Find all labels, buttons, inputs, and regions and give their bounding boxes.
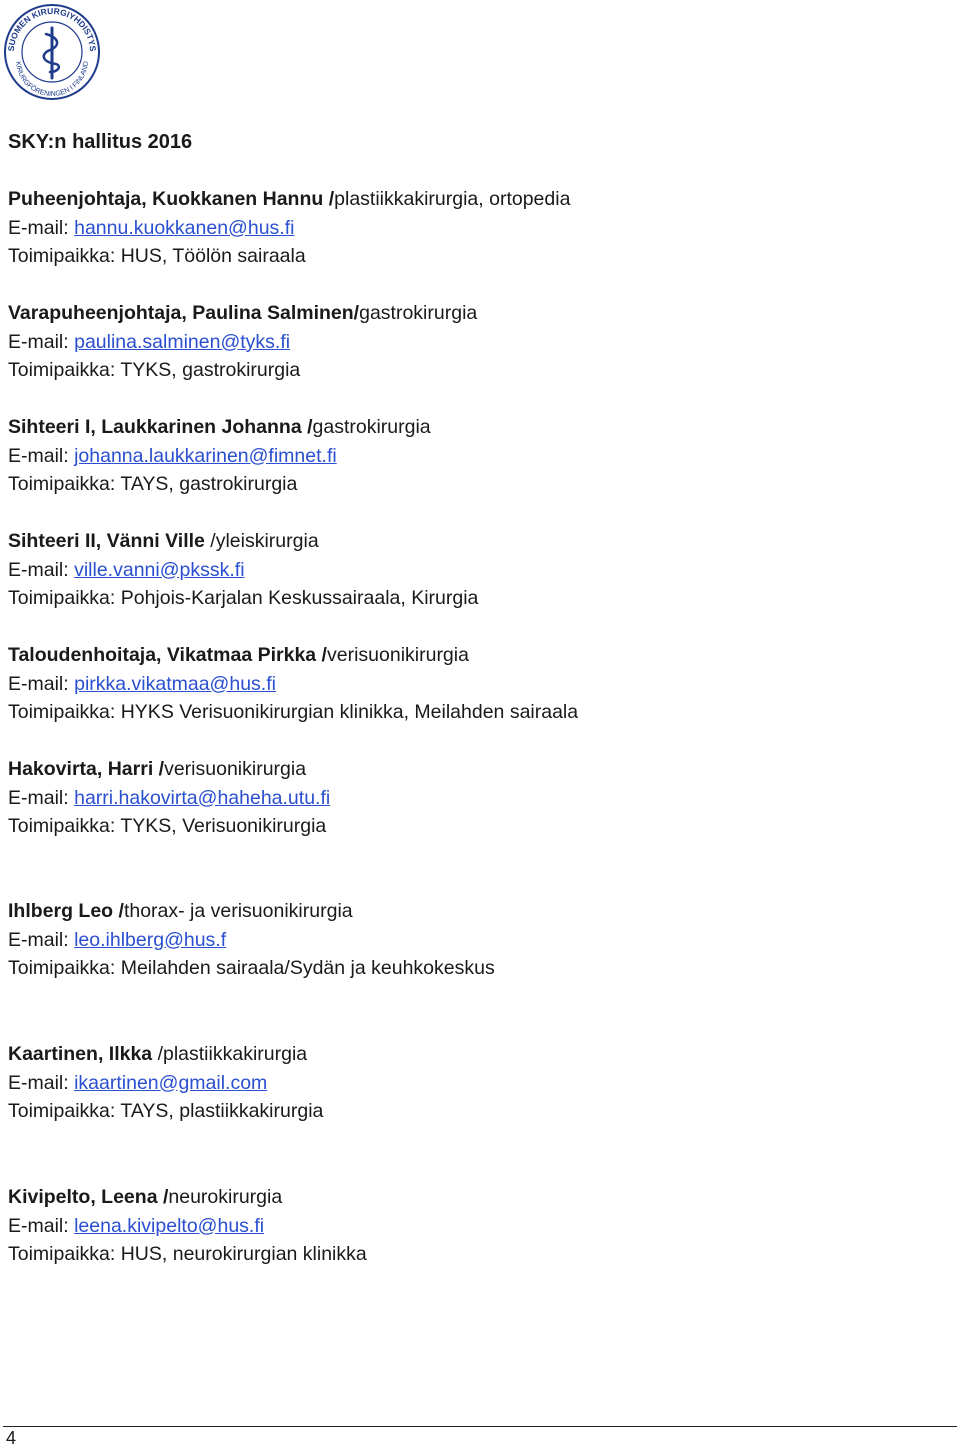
member-workplace-line xyxy=(8,1097,323,1126)
board-member-entry xyxy=(8,641,578,727)
member-workplace-line xyxy=(8,356,477,385)
email-label: E-mail: xyxy=(8,672,75,695)
member-specialty: verisuonikirurgia xyxy=(164,758,307,780)
member-name: Taloudenhoitaja, Vikatmaa Pirkka / xyxy=(8,644,327,666)
member-email-line xyxy=(8,784,330,813)
member-heading xyxy=(8,185,570,214)
email-label: E-mail: xyxy=(8,216,75,239)
member-heading xyxy=(8,1183,367,1212)
member-workplace: TAYS, gastrokirurgia xyxy=(120,473,298,496)
board-member-entry xyxy=(8,897,495,983)
footer-divider xyxy=(3,1426,957,1427)
member-workplace: HYKS Verisuonikirurgian klinikka, Meilahden sairaala xyxy=(120,701,579,724)
member-specialty: verisuonikirurgia xyxy=(326,644,469,666)
workplace-label: Toimipaikka: xyxy=(8,1100,121,1123)
member-email-line xyxy=(8,442,431,471)
member-heading xyxy=(8,641,578,670)
board-member-entry xyxy=(8,1183,367,1269)
board-member-entry xyxy=(8,413,431,499)
member-workplace: Pohjois-Karjalan Keskussairaala, Kirurgia xyxy=(120,587,479,610)
email-label: E-mail: xyxy=(8,786,75,809)
email-label: E-mail: xyxy=(8,1214,75,1237)
member-specialty: /yleiskirurgia xyxy=(210,530,319,552)
member-email-line xyxy=(8,1069,323,1098)
member-specialty: neurokirurgia xyxy=(168,1186,283,1208)
member-workplace-line xyxy=(8,584,478,613)
logo-text-inner: KIRURGFÖRENINGEN I FINLAND xyxy=(13,60,91,99)
member-workplace-line xyxy=(8,470,431,499)
board-member-entry xyxy=(8,185,570,271)
member-email-line xyxy=(8,1212,367,1241)
member-name: Ihlberg Leo / xyxy=(8,900,124,922)
member-specialty: /plastiikkakirurgia xyxy=(157,1043,308,1065)
member-email-line xyxy=(8,214,570,243)
member-heading xyxy=(8,527,478,556)
member-email-link[interactable]: ville.vanni@pkssk.fi xyxy=(74,558,245,581)
workplace-label: Toimipaikka: xyxy=(8,587,121,610)
workplace-label: Toimipaikka: xyxy=(8,473,121,496)
member-email-link[interactable]: hannu.kuokkanen@hus.fi xyxy=(74,216,295,239)
member-workplace: HUS, neurokirurgian klinikka xyxy=(120,1243,367,1266)
member-specialty: thorax- ja verisuonikirurgia xyxy=(123,900,353,922)
member-name: Kivipelto, Leena / xyxy=(8,1186,169,1208)
email-label: E-mail: xyxy=(8,330,75,353)
member-heading xyxy=(8,413,431,442)
member-workplace-line xyxy=(8,954,495,983)
page-title: SKY:n hallitus 2016 xyxy=(8,131,193,153)
member-email-link[interactable]: harri.hakovirta@haheha.utu.fi xyxy=(74,786,331,809)
member-name: Varapuheenjohtaja, Paulina Salminen/ xyxy=(8,302,360,324)
member-name: Hakovirta, Harri / xyxy=(8,758,165,780)
member-email-link[interactable]: leena.kivipelto@hus.fi xyxy=(74,1214,265,1237)
workplace-label: Toimipaikka: xyxy=(8,815,121,838)
member-name: Puheenjohtaja, Kuokkanen Hannu / xyxy=(8,188,335,210)
workplace-label: Toimipaikka: xyxy=(8,245,121,268)
workplace-label: Toimipaikka: xyxy=(8,701,121,724)
member-workplace-line xyxy=(8,812,330,841)
member-heading xyxy=(8,1040,323,1069)
member-specialty: plastiikkakirurgia, ortopedia xyxy=(334,188,571,210)
member-email-line xyxy=(8,556,478,585)
member-email-line xyxy=(8,328,477,357)
email-label: E-mail: xyxy=(8,928,75,951)
member-workplace: TYKS, gastrokirurgia xyxy=(120,359,301,382)
member-name: Sihteeri II, Vänni Ville xyxy=(8,530,211,552)
member-name: Kaartinen, Ilkka xyxy=(8,1043,158,1065)
member-email-link[interactable]: ikaartinen@gmail.com xyxy=(74,1071,268,1094)
workplace-label: Toimipaikka: xyxy=(8,359,121,382)
member-workplace: HUS, Töölön sairaala xyxy=(120,245,306,268)
member-heading xyxy=(8,897,495,926)
board-member-entry xyxy=(8,1040,323,1126)
member-workplace-line xyxy=(8,698,578,727)
logo-text-outer: SUOMEN KIRURGIYHDISTYS xyxy=(5,5,99,52)
member-name: Sihteeri I, Laukkarinen Johanna / xyxy=(8,416,313,438)
board-member-entry xyxy=(8,299,477,385)
page-number: 4 xyxy=(6,1428,17,1448)
board-member-entry xyxy=(8,755,330,841)
workplace-label: Toimipaikka: xyxy=(8,957,121,980)
member-workplace: Meilahden sairaala/Sydän ja keuhkokeskus xyxy=(120,957,495,980)
email-label: E-mail: xyxy=(8,1071,75,1094)
staff-serpent-emblem xyxy=(44,28,59,78)
member-workplace: TAYS, plastiikkakirurgia xyxy=(120,1100,324,1123)
member-email-link[interactable]: johanna.laukkarinen@fimnet.fi xyxy=(74,444,337,467)
member-workplace-line xyxy=(8,1240,367,1269)
member-email-link[interactable]: paulina.salminen@tyks.fi xyxy=(74,330,291,353)
workplace-label: Toimipaikka: xyxy=(8,1243,121,1266)
board-member-entry xyxy=(8,527,478,613)
member-email-line xyxy=(8,670,578,699)
email-label: E-mail: xyxy=(8,444,75,467)
society-logo xyxy=(2,2,102,102)
member-email-link[interactable]: leo.ihlberg@hus.f xyxy=(74,928,227,951)
member-workplace-line xyxy=(8,242,570,271)
member-specialty: gastrokirurgia xyxy=(359,302,478,324)
member-email-link[interactable]: pirkka.vikatmaa@hus.fi xyxy=(74,672,276,695)
member-workplace: TYKS, Verisuonikirurgia xyxy=(120,815,327,838)
member-heading xyxy=(8,755,330,784)
member-email-line xyxy=(8,926,495,955)
email-label: E-mail: xyxy=(8,558,75,581)
member-specialty: gastrokirurgia xyxy=(312,416,431,438)
member-heading xyxy=(8,299,477,328)
